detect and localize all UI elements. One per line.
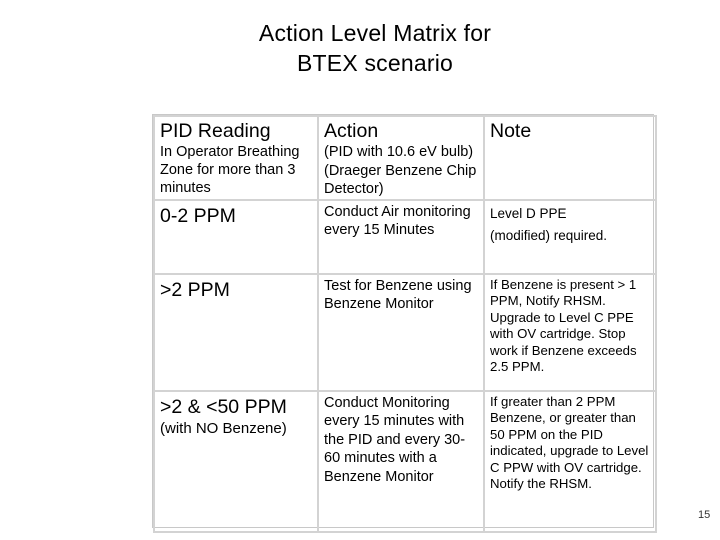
table-row [154,200,656,274]
matrix-table [153,115,657,533]
header-note-title: Note [490,120,532,142]
note-text: If greater than 2 PPM Benzene, or greater than 50 PPM on the PID indicated, upgrade to Level C PPW with OV cartridge. Notify the RHSM. [490,393,649,491]
action-cell [318,200,484,274]
reading-cell [154,274,318,391]
reading-value: >2 PPM [160,278,230,301]
note-cell [484,274,656,391]
note-text: Level D PPE (modified) required. [490,205,608,243]
table-row [154,391,656,532]
reading-cell [154,200,318,274]
page-number: 15 [698,509,711,521]
slide-title [150,18,600,78]
header-cell-reading [154,116,318,200]
action-text: Conduct Air monitoring every 15 Minutes [324,203,471,238]
reading-subtext: (with NO Benzene) [160,419,287,437]
action-cell [318,391,484,532]
header-action-title: Action [324,120,379,142]
title-line-1: Action Level Matrix for [258,20,492,46]
header-reading-subtitle: In Operator Breathing Zone for more than 3 minutes [160,144,300,196]
reading-value: 0-2 PPM [160,204,236,227]
header-action-subtitle: (PID with 10.6 eV bulb) (Draeger Benzene Chip Detector) [324,144,477,197]
header-cell-action [318,116,484,200]
header-cell-note [484,116,656,200]
reading-cell [154,391,318,532]
reading-value: >2 & <50 PPM [160,395,287,418]
action-text: Conduct Monitoring every 15 minutes with the PID and every 30-60 minutes with a Benzene Monitor [324,394,466,485]
table-row [154,274,656,391]
action-level-matrix [152,114,654,528]
title-line-2: BTEX scenario [297,50,453,76]
action-text: Test for Benzene using Benzene Monitor [324,277,472,312]
note-cell [484,391,656,532]
note-text: If Benzene is present > 1 PPM, Notify RHSM. Upgrade to Level C PPE with OV cartridge. Stop work if Benzene exceeds 2.5 PPM. [490,276,637,374]
table-header-row [154,116,656,200]
header-reading-title: PID Reading [160,120,271,142]
action-cell [318,274,484,391]
note-cell [484,200,656,274]
